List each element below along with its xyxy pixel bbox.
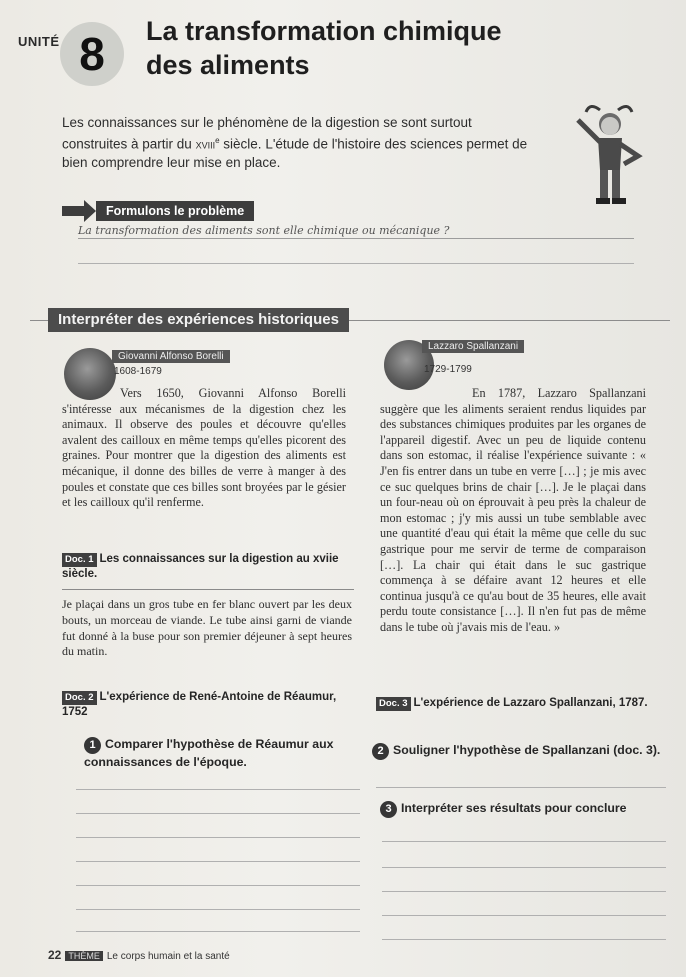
borelli-name: Giovanni Alfonso Borelli — [112, 350, 230, 363]
question-1-text: Comparer l'hypothèse de Réaumur aux connaissances de l'époque. — [84, 737, 334, 769]
arrow-icon — [62, 200, 98, 222]
page-title — [146, 14, 502, 82]
answer-line — [382, 938, 666, 940]
page-footer — [48, 948, 230, 962]
answer-line — [76, 884, 360, 886]
page-number: 22 — [48, 948, 62, 962]
unit-label: UNITÉ — [18, 34, 60, 49]
intro-century-sup: e — [215, 136, 220, 145]
answer-line — [382, 914, 666, 916]
unit-number: 8 — [79, 28, 105, 80]
borelli-paragraph: Vers 1650, Giovanni Alfonso Borelli s'intéresse aux mécanismes de la digestion chez les animaux. Il observe des poules et découvre qu'elles avalent des cailloux en même temps qu'elles picorent des graines. Pour montrer que la digestion des aliments est mécanique, il donne des billes de verre à manger à des poules et constate que ces billes sont broyées par le gésier et les cailloux qu'il renferme. — [62, 386, 346, 510]
answer-line — [78, 262, 634, 264]
doc1-tag: Doc. 1 — [62, 553, 97, 567]
question-3 — [380, 800, 670, 818]
spallanzani-name: Lazzaro Spallanzani — [422, 340, 524, 353]
answer-line — [382, 840, 666, 842]
section-title: Interpréter des expériences historiques — [48, 308, 349, 332]
doc3-tag: Doc. 3 — [376, 697, 411, 711]
intro-text-b: siècle. L'étude de l'histoire des sciences permet de bien comprendre leur mise en place. — [62, 136, 528, 170]
answer-line — [76, 860, 360, 862]
answer-line — [76, 812, 360, 814]
intro-century: xviii — [195, 136, 216, 152]
question-3-text: Interpréter ses résultats pour conclure — [401, 801, 627, 815]
handwritten-answer: La transformation des aliments sont elle chimique ou mécanique ? — [78, 224, 634, 239]
answer-line — [76, 930, 360, 932]
doc3-text: L'expérience de Lazzaro Spallanzani, 1787. — [413, 697, 648, 709]
doc1-text: Les connaissances sur la digestion au xviie siècle. — [62, 553, 339, 580]
answer-line — [76, 788, 360, 790]
doc-divider — [62, 588, 354, 590]
spallanzani-paragraph: En 1787, Lazzaro Spallanzani suggère que les aliments seraient rendus liquides par des substances chimiques produites par les organes de l'appareil digestif. Avec un peu de liquide contenu dans son estomac, il réalise l'expérience suivante : « J'en fis entrer dans un tube en verre […] ; je mis avec ce suc quelques brins de chair […]. Je le plaçai dans un four-neau où on éprouvait à peu près la chaleur de mon estomac ; j'y mis aussi un tube semblable avec une quantité d'eau qui était la même que celle du suc gastrique pour me servir de terme de comparaison […]. La chair qui était dans le suc gastrique commença à se défaire avant 12 heures et elle continua jusqu'à ce qu'au bout de 35 heures, elle avait perdu toute consistance […]. Il n'en fut pas de même dans le tube où j'avais mis de l'eau. » — [380, 386, 646, 634]
answer-line — [382, 890, 666, 892]
doc2-caption — [62, 690, 352, 719]
question-3-number: 3 — [380, 801, 397, 818]
spallanzani-dates: 1729-1799 — [424, 364, 472, 375]
theme-label: THÈME — [65, 951, 103, 961]
question-1-number: 1 — [84, 737, 101, 754]
answer-line — [76, 836, 360, 838]
doc2-tag: Doc. 2 — [62, 691, 97, 705]
title-line-1: La transformation chimique — [146, 16, 502, 46]
question-2-number: 2 — [372, 743, 389, 760]
unit-number-badge — [60, 22, 124, 86]
theme-text: Le corps humain et la santé — [106, 951, 230, 962]
question-1 — [84, 736, 334, 770]
doc1-caption — [62, 552, 352, 581]
answer-line — [376, 786, 666, 788]
answer-line — [76, 908, 360, 910]
doc2-text: L'expérience de René-Antoine de Réaumur, 1752 — [62, 691, 337, 718]
student-character-illustration — [560, 98, 644, 206]
title-line-2: des aliments — [146, 50, 310, 80]
reaumur-quote: Je plaçai dans un gros tube en fer blanc ouvert par les deux bouts, un morceau de viande. Le tube ainsi garni de viande fut donné à la buse pour son premier déjeuner à sept heures du matin. — [62, 597, 352, 659]
question-2 — [372, 742, 662, 760]
answer-line — [382, 866, 666, 868]
doc3-caption — [376, 696, 666, 711]
borelli-dates: 1608-1679 — [114, 366, 162, 377]
intro-text-a: Les connaissances sur le phénomène de la digestion se sont surtout construites à partir du — [62, 115, 472, 152]
formulons-label: Formulons le problème — [96, 201, 254, 221]
question-2-text: Souligner l'hypothèse de Spallanzani (doc. 3). — [393, 743, 661, 757]
intro-paragraph — [62, 114, 532, 172]
